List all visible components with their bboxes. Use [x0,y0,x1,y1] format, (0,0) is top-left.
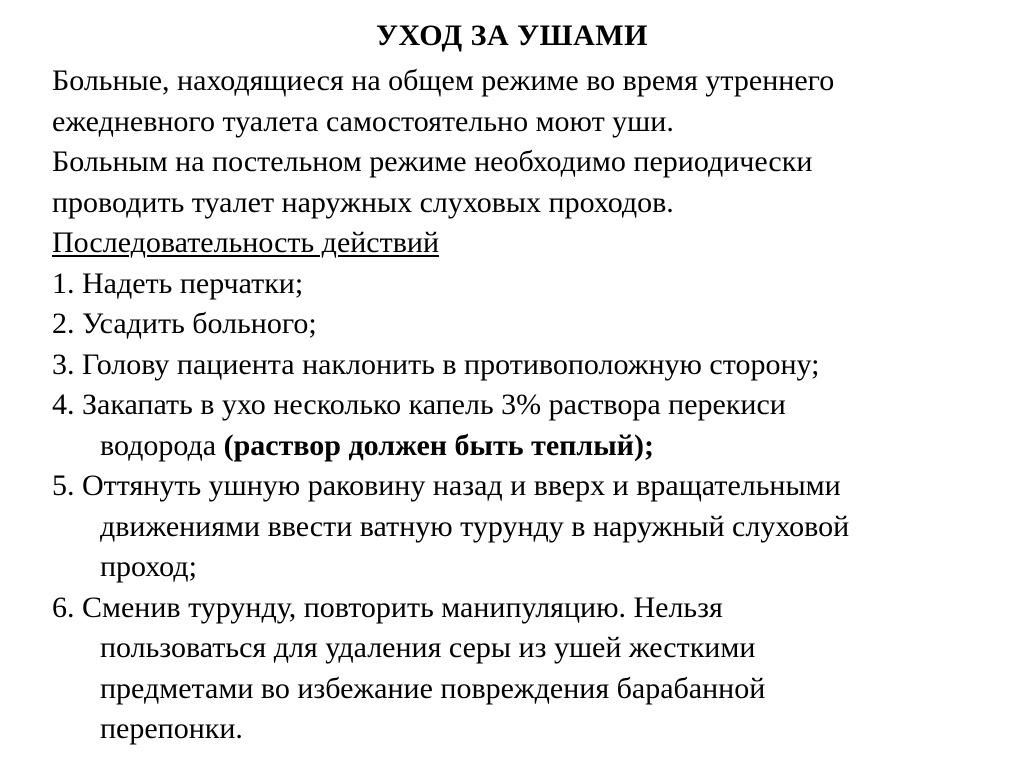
step-1 [52,264,992,305]
intro-line-4: проводить туалет наружных слуховых проходов. [52,185,674,219]
step-5-line-1: 5. Оттянуть ушную раковину назад и вверх и вращательными [52,469,841,502]
step-2-text: 2. Усадить больного; [52,307,317,340]
step-5-line-2: движениями ввести ватную турунду в наружный слуховой [100,509,850,543]
step-6-line-1: 6. Сменив турунду, повторить манипуляцию. Нельзя [52,590,723,624]
step-6 [52,588,992,750]
step-6-line-4: перепонки. [100,712,243,745]
step-2 [52,304,992,345]
step-5-line-3: проход; [100,550,197,583]
step-4-line-1: 4. Закапать в ухо несколько капель 3% раствора перекиси [52,388,786,421]
slide-title: УХОД ЗА УШАМИ [376,19,648,52]
step-4-plain-text: водорода [100,428,224,462]
intro-line-1: Больные, находящиеся на общем режиме во время утреннего [52,64,835,97]
step-4 [52,385,992,466]
step-6-line-2: пользоваться для удаления серы из ушей жесткими [100,631,756,664]
step-1-text: 1. Надеть перчатки; [52,266,304,300]
slide-body [52,61,992,750]
sequence-heading [52,223,992,264]
step-4-bold-note: (раствор должен быть теплый); [223,428,654,462]
sequence-heading-text: Последовательность действий [52,226,440,259]
step-3 [52,345,992,386]
step-4-line-2 [52,426,992,467]
intro-line-2: ежедневного туалета самостоятельно моют уши. [52,104,674,138]
step-3-text: 3. Голову пациента наклонить в противоположную сторону; [52,347,820,381]
intro-line-3: Больным на постельном режиме необходимо периодически [52,145,813,178]
step-6-line-3: предметами во избежание повреждения барабанной [100,671,766,705]
step-5 [52,466,992,588]
